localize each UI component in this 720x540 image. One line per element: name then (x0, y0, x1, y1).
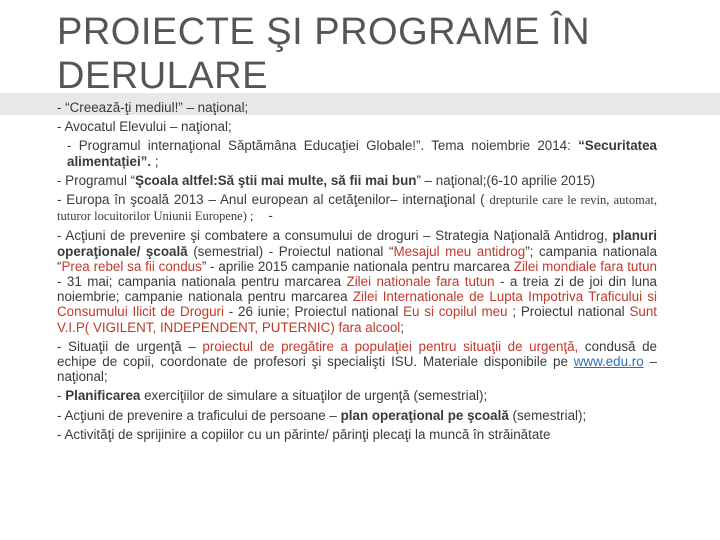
list-item: - Europa în şcoală 2013 – Anul european al cetăţenilor– internaţional ( drepturile care le revin, automat, tuturor locuitorilor Uniunii Europene) ; - (57, 192, 657, 224)
page-title: PROIECTE ŞI PROGRAME ÎN DERULARE (57, 11, 591, 97)
list-item: - Activităţi de sprijinire a copiilor cu un părinte/ părinţi plecaţi la muncă în străinătate (57, 426, 551, 442)
list-item: - Acţiuni de prevenire a traficului de persoane – plan operaţional pe şcoală (semestrial); (57, 407, 587, 423)
list-item: - Programul “Şcoala altfel:Să ştii mai multe, să fii mai bun” – naţional;(6-10 aprilie 2015) (57, 172, 596, 188)
list-item: - Avocatul Elevului – naţional; (57, 119, 232, 135)
list-item: - Planificarea exerciţiilor de simulare a situaţilor de urgenţă (semestrial); (57, 388, 488, 404)
content-list (57, 100, 657, 446)
program-name: Săptămâna Educaţiei Globale (228, 138, 413, 154)
list-item: - Programul internaţional Săptămâna Educaţiei Globale!”. Tema noiembrie 2014: “Securitatea alimentației”. ; (67, 138, 658, 169)
list-item: - Situaţii de urgenţă – proiectul de pregătire a populaţiei pentru situaţii de urgenţă, condusă de echipe de copii, coordonate de profesori şi specialişti ISU. Materiale disponibile pe www.edu.ro – naţional; (57, 338, 657, 385)
theme-name: “Securitatea alimentației”. (67, 138, 658, 169)
list-item: - “Creează-ţi mediul!” – naţional; (57, 100, 249, 115)
program-name: Şcoala altfel:Să ştii mai multe, să fii mai bun (135, 172, 417, 188)
list-item: - Acţiuni de prevenire şi combatere a consumului de droguri – Strategia Naţională Antidrog, planuri operaţionale/ şcoală (semestrial) - Proiectul national “Mesajul meu antidrog”; campania nationala “Prea rebel sa fii condus” - aprilie 2015 campanie nationala pentru marcarea Zilei mondiale fara tutun - 31 mai; campania nationala pentru marcarea Zilei nationale fara tutun - a treia zi de joi din luna noiembrie; campanie nationala pentru marcarea Zilei Internationale de Lupta Impotriva Traficului si Consumului Ilicit de Droguri - 26 iunie; Proiectul national Eu si copilul meu ; Proiectul national Sunt V.I.P( VIGILENT, INDEPENDENT, PUTERNIC) fara alcool; (57, 228, 657, 335)
edu-link[interactable]: www.edu.ro (573, 354, 644, 370)
